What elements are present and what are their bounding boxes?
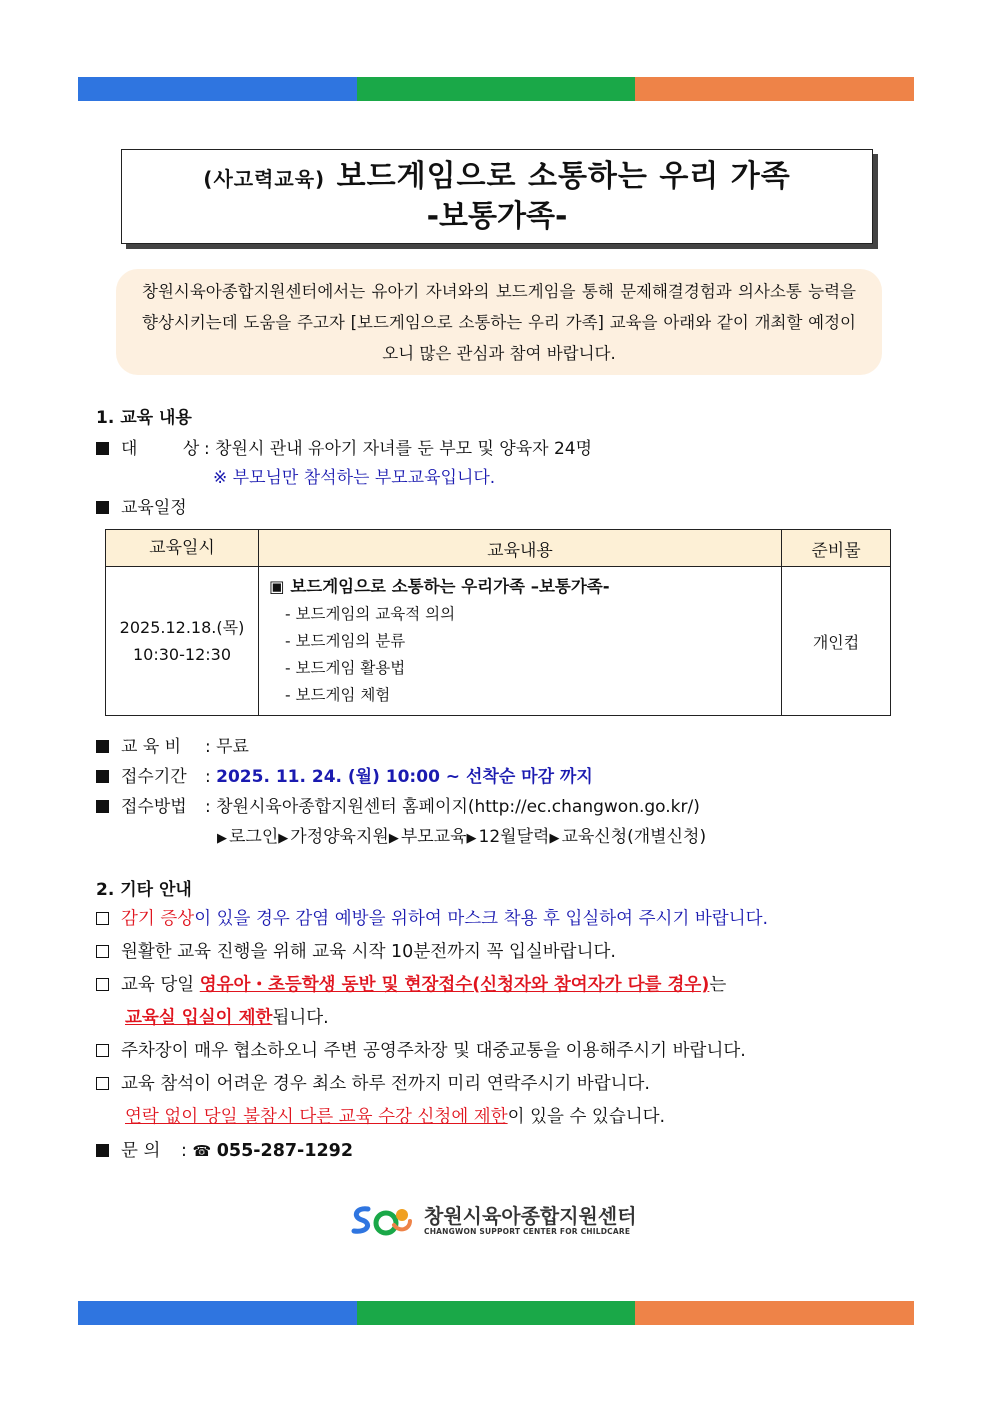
schedule-label: 교육일정 [121, 498, 187, 518]
intro-box [116, 269, 882, 375]
bar-blue-segment [78, 1301, 357, 1325]
notice-text: 됩니다. [272, 1008, 329, 1028]
header-prep: 준비물 [782, 530, 891, 567]
notice-text: 이 있을 경우 감염 예방을 위하여 마스크 착용 후 입실하여 주시기 바랍니다. [194, 909, 769, 929]
notice-text: 는 [709, 975, 727, 995]
bullet-square-icon [96, 740, 109, 753]
method-line [96, 792, 700, 817]
bar-green-segment [357, 77, 636, 101]
contact-phone: 055-287-1292 [216, 1141, 354, 1161]
title-sub: -보통가족- [426, 198, 568, 234]
checkbox-icon [96, 1044, 109, 1057]
bottom-color-bar [78, 1301, 914, 1325]
period-value: 2025. 11. 24. (월) 10:00 ~ 선착순 마감 까지 [216, 767, 593, 787]
content-title: ▣ 보드게임으로 소통하는 우리가족 –보통가족- [269, 577, 610, 596]
prep-cell: 개인컵 [782, 567, 891, 716]
arrow-right-icon: ▶ [388, 831, 399, 846]
fee-value: : 무료 [205, 737, 249, 757]
notice-line [96, 905, 768, 930]
notice-red-text: 교육실 입실이 제한 [125, 1008, 273, 1028]
contact-colon: : [181, 1141, 193, 1161]
period-line [96, 762, 593, 787]
table-header-row [106, 530, 891, 567]
header-date: 교육일시 [106, 530, 259, 567]
path-step: 가정양육지원 [290, 827, 389, 847]
notice-text: 이 있을 수 있습니다. [507, 1107, 666, 1127]
notice-text: 주차장이 매우 협소하오니 주변 공영주차장 및 대중교통을 이용해주시기 바랍니다. [121, 1041, 746, 1061]
arrow-right-icon: ▶ [549, 831, 560, 846]
section1-heading: 1. 교육 내용 [96, 408, 192, 428]
path-step: 12월달력 [478, 827, 550, 847]
target-value: : 창원시 관내 유아기 자녀를 둔 부모 및 양육자 24명 [204, 439, 593, 459]
header-content: 교육내용 [259, 530, 782, 567]
section2-heading: 2. 기타 안내 [96, 880, 192, 900]
title-prefix: (사고력교육) [203, 166, 326, 191]
bar-blue-segment [78, 77, 357, 101]
method-label: 접수방법 [121, 797, 187, 817]
center-logo [350, 1203, 637, 1237]
logo-subtitle: CHANGWON SUPPORT CENTER FOR CHILDCARE [424, 1226, 631, 1236]
arrow-right-icon: ▶ [466, 831, 477, 846]
bullet-square-icon [96, 1144, 109, 1157]
schedule-table [105, 529, 891, 716]
top-color-bar [78, 77, 914, 101]
content-item: - 보드게임의 분류 [285, 632, 406, 650]
period-label: 접수기간 [121, 767, 187, 787]
notice-text: 교육 당일 [121, 975, 200, 995]
bar-orange-segment [635, 77, 914, 101]
path-step: 교육신청(개별신청) [561, 827, 707, 847]
notice-text: 교육 참석이 어려운 경우 최소 하루 전까지 미리 연락주시기 바랍니다. [121, 1074, 650, 1094]
logo-text [424, 1205, 637, 1236]
notice-line [96, 938, 616, 963]
schedule-label-line [96, 493, 187, 518]
path-step: 로그인 [229, 827, 279, 847]
method-value: : 창원시육아종합지원센터 홈페이지(http://ec.changwon.go.kr/) [205, 797, 700, 817]
schedule-time: 10:30-12:30 [133, 645, 231, 664]
title-main-line [203, 158, 790, 198]
application-path [217, 822, 706, 847]
bullet-square-icon [96, 770, 109, 783]
phone-icon: ☎ [192, 1142, 212, 1160]
notice-red-text: 영유아・초등학생 동반 및 현장접수(신청자와 참여자가 다를 경우) [199, 975, 710, 995]
period-colon: : [205, 767, 217, 787]
target-line [96, 434, 592, 459]
target-label: 대 상 [121, 439, 220, 459]
fee-line [96, 732, 249, 757]
title-box [121, 149, 873, 244]
content-item: - 보드게임의 교육적 의의 [285, 605, 456, 623]
bullet-square-icon [96, 442, 109, 455]
checkbox-icon [96, 945, 109, 958]
notice-red-text: 연락 없이 당일 불참시 다른 교육 수강 신청에 제한 [125, 1107, 508, 1127]
notice-line [96, 971, 726, 996]
notice-line [96, 1037, 746, 1062]
checkbox-icon [96, 1077, 109, 1090]
fee-label: 교 육 비 [121, 737, 182, 757]
arrow-right-icon: ▶ [278, 831, 289, 846]
checkbox-icon [96, 912, 109, 925]
schedule-date: 2025.12.18.(목) [119, 618, 245, 637]
title-main: 보드게임으로 소통하는 우리 가족 [336, 158, 791, 194]
center-logo-icon [350, 1203, 414, 1237]
notice-red-text: 감기 증상 [121, 909, 195, 929]
table-row [106, 567, 891, 716]
contact-label: 문 의 [121, 1141, 161, 1161]
notice-continuation [125, 1103, 665, 1128]
logo-name: 창원시육아종합지원센터 [424, 1203, 637, 1228]
checkbox-icon [96, 978, 109, 991]
contact-line [96, 1137, 353, 1162]
arrow-right-icon: ▶ [217, 831, 227, 846]
target-note: ※ 부모님만 참석하는 부모교육입니다. [213, 468, 496, 488]
bullet-square-icon [96, 800, 109, 813]
date-cell [106, 567, 259, 716]
path-step: 부모교육 [400, 827, 467, 847]
bar-orange-segment [635, 1301, 914, 1325]
notice-line [96, 1070, 650, 1095]
content-item: - 보드게임 체험 [285, 686, 391, 704]
bar-green-segment [357, 1301, 636, 1325]
content-cell [259, 567, 782, 716]
intro-text: 창원시육아종합지원센터에서는 유아기 자녀와의 보드게임을 통해 문제해결경험과 의사소통 능력을 향상시키는데 도움을 주고자 [보드게임으로 소통하는 우리 가족] 교육을 아래와 같이 개최할 예정이오니 많은 관심과 참여 바랍니다. [142, 281, 856, 363]
content-item: - 보드게임 활용법 [285, 659, 406, 677]
notice-text: 원활한 교육 진행을 위해 교육 시작 10분전까지 꼭 입실바랍니다. [121, 942, 616, 962]
notice-continuation [125, 1004, 329, 1029]
bullet-square-icon [96, 501, 109, 514]
